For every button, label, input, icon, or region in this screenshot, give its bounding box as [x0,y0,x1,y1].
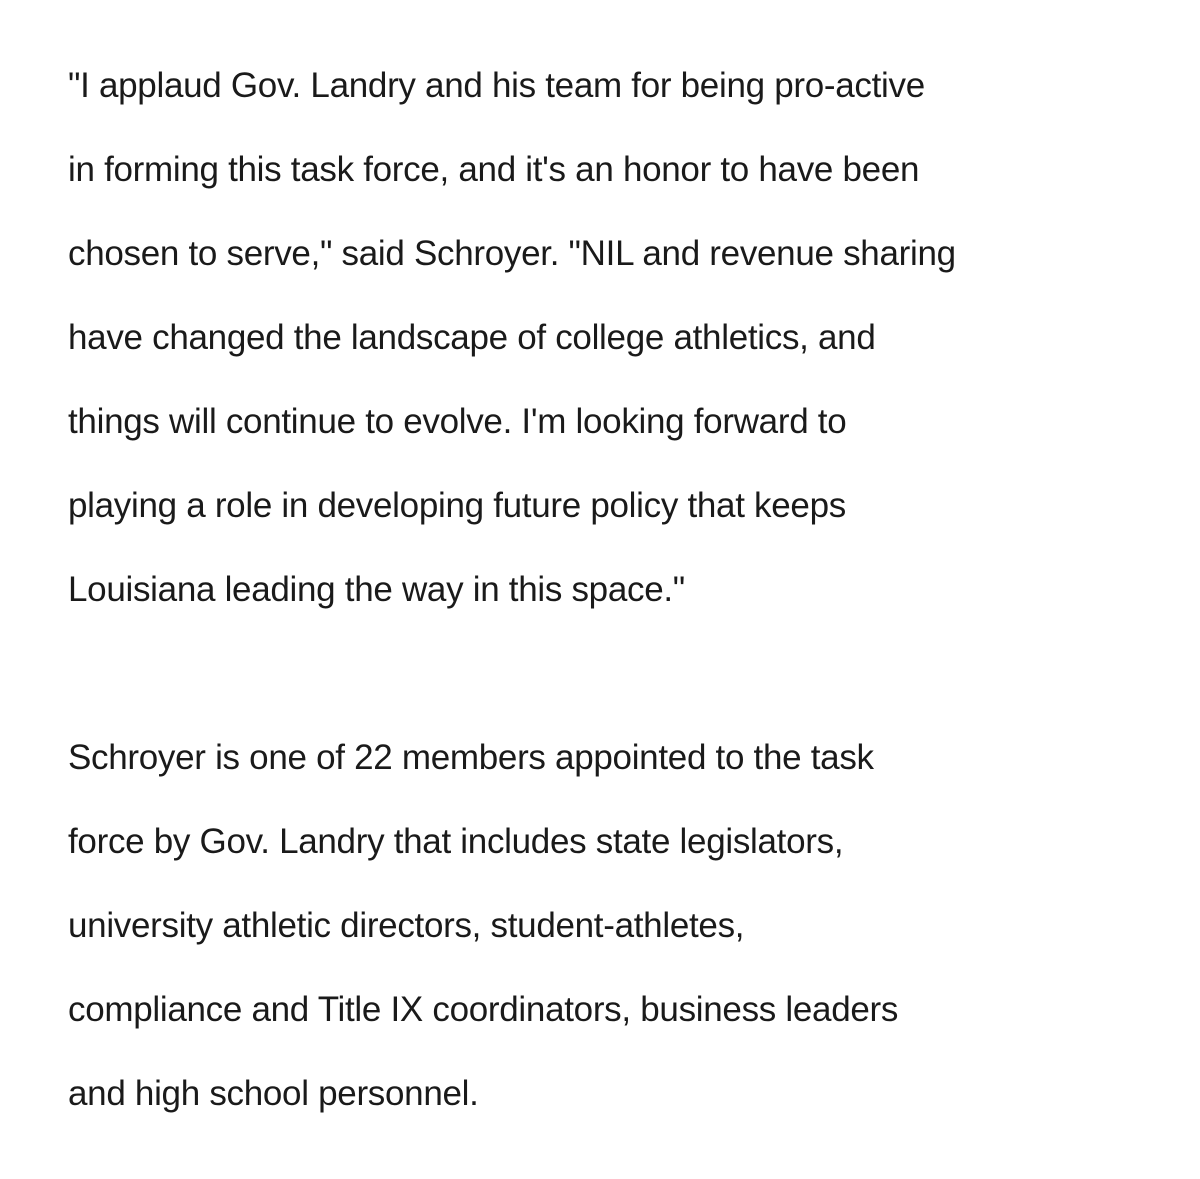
text-line: compliance and Title IX coordinators, business leaders [68,990,899,1029]
text-line: Louisiana leading the way in this space." [68,570,685,609]
text-line: force by Gov. Landry that includes state legislators, [68,822,844,861]
text-line: and high school personnel. [68,1074,479,1113]
article-body [68,44,1178,1136]
text-line: in forming this task force, and it's an honor to have been [68,150,920,189]
text-line: chosen to serve," said Schroyer. "NIL and revenue sharing [68,234,956,273]
text-line: Schroyer is one of 22 members appointed to the task [68,738,874,777]
text-line: things will continue to evolve. I'm looking forward to [68,402,847,441]
text-line: "I applaud Gov. Landry and his team for being pro-active [68,66,925,105]
text-line: have changed the landscape of college athletics, and [68,318,876,357]
text-line: playing a role in developing future policy that keeps [68,486,846,525]
members-paragraph [68,716,1178,1136]
quote-paragraph [68,44,1178,632]
paragraph-spacer [68,632,1178,716]
text-line: university athletic directors, student-athletes, [68,906,745,945]
